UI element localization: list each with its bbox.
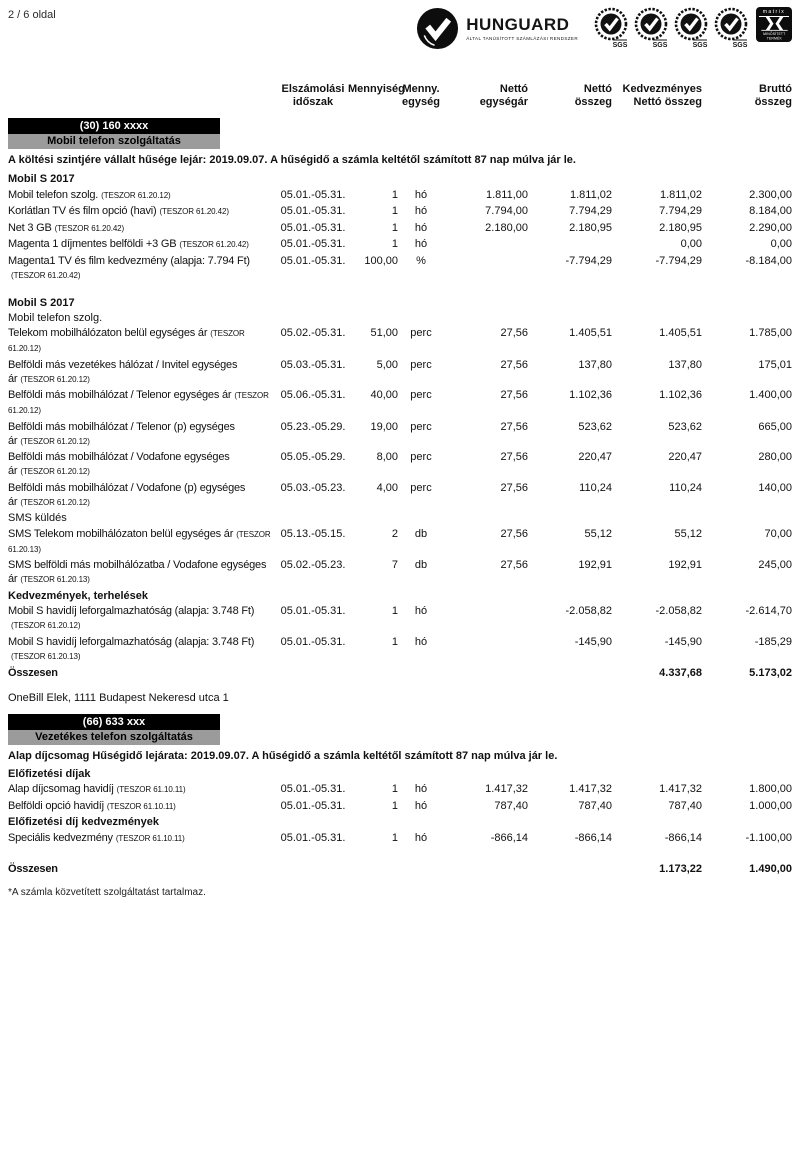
cell-net-total: 1.811,02 (569, 188, 612, 201)
teszor-code: (TESZOR 61.20.13) (20, 575, 90, 584)
header-net-total: Nettó összeg (574, 83, 612, 108)
cell-unit: perc (410, 481, 432, 494)
cell-description: Mobil telefon szolg. (TESZOR 61.20.12) (8, 188, 171, 201)
service-section (8, 714, 792, 899)
hunguard-wordmark: HUNGUARD (466, 15, 570, 35)
cell-description: Telekom mobilhálózaton belül egységes ár (TESZOR 61.20.12) (8, 327, 245, 353)
total-discounted-net: 1.173,22 (659, 863, 702, 875)
sgs-badge-icon (674, 7, 708, 49)
invoice-line-row (8, 326, 792, 356)
cell-net-total: -866,14 (574, 831, 612, 844)
section-banner (8, 118, 220, 149)
matrix-brand: matrix (759, 9, 790, 17)
cell-unit: hó (414, 605, 428, 617)
invoice-line-row (8, 358, 792, 387)
header-gross-total: Bruttó összeg (754, 83, 792, 108)
total-label: Összesen (8, 666, 58, 679)
cell-net-unit-price (444, 635, 528, 664)
cell-net-unit-price (444, 604, 528, 633)
teszor-code: (TESZOR 61.10.11) (115, 833, 185, 843)
teszor-code: (TESZOR 61.20.13) (11, 651, 81, 661)
cell-gross-total: 1.000,00 (749, 799, 792, 812)
cell-discounted-net-total: -866,14 (664, 831, 702, 844)
cell-discounted-net-total: 7.794,29 (659, 205, 702, 217)
teszor-code: (TESZOR 61.20.42) (179, 240, 249, 249)
total-gross: 5.173,02 (749, 666, 792, 679)
cell-quantity: 8,00 (376, 451, 398, 463)
cell-quantity: 1 (391, 635, 398, 648)
cell-period: 05.02.-05.31. (280, 327, 346, 339)
cell-description: Korlátlan TV és film opció (havi) (TESZOR 61.20.42) (8, 205, 229, 217)
teszor-code: (TESZOR 61.20.13) (8, 529, 271, 554)
cell-gross-total: 1.400,00 (749, 389, 792, 401)
header-discounted-net-total: Kedvezményes Nettó összeg (622, 83, 702, 108)
cell-unit: hó (414, 238, 428, 250)
cell-net-total: 1.417,32 (569, 783, 612, 795)
invoice-line-row (8, 204, 792, 219)
teszor-code: (TESZOR 61.20.12) (20, 497, 90, 507)
tariff-group-title: Mobil S 2017 (8, 173, 75, 185)
cell-discounted-net-total: 0,00 (680, 238, 702, 250)
matrix-product-label: MINŐSÍTETT TERMÉK (762, 31, 786, 41)
cell-quantity: 1 (391, 221, 398, 234)
sub-heading: Előfizetési díj kedvezmények (8, 816, 160, 828)
cell-period: 05.02.-05.23. (280, 559, 346, 571)
cell-unit: hó (414, 635, 428, 648)
invoice-line-row (8, 420, 792, 449)
cell-period: 05.03.-05.23. (280, 481, 346, 494)
cell-discounted-net-total: 137,80 (668, 358, 702, 371)
cell-period: 05.05.-05.29. (280, 451, 346, 463)
cell-description: Magenta1 TV és film kedvezmény (alapja: 7.794 Ft)(TESZOR 61.20.42) (8, 254, 250, 280)
header-period: Elszámolási időszak (281, 83, 345, 108)
total-gross: 1.490,00 (749, 863, 792, 875)
cell-description: Belföldi más mobilhálózat / Telenor egységes ár (TESZOR 61.20.12) (8, 389, 269, 415)
cell-quantity: 2 (391, 527, 398, 540)
cell-gross-total: 245,00 (758, 559, 792, 571)
cell-discounted-net-total: 110,24 (669, 481, 702, 494)
invoice-line-row (8, 527, 792, 557)
table-header-row (8, 83, 792, 109)
cell-net-total: 55,12 (584, 527, 612, 540)
cell-gross-total: 175,01 (758, 358, 792, 371)
teszor-code: (TESZOR 61.10.11) (116, 785, 186, 794)
cell-period: 05.23.-05.29. (280, 420, 346, 433)
invoice-line-row (8, 604, 792, 633)
teszor-code: (TESZOR 61.20.12) (8, 329, 245, 353)
invoice-line-row (8, 388, 792, 418)
cell-discounted-net-total: -145,90 (664, 635, 702, 648)
cell-discounted-net-total: 1.102,36 (659, 389, 702, 401)
loyalty-note: A költési szintjére vállalt hűsége lejár: 2019.09.07. A hűségidő a számla keltétől számított 87 nap múlva jár le. (8, 154, 576, 166)
cell-quantity: 1 (391, 783, 398, 795)
sub-heading: Előfizetési díjak (8, 767, 91, 780)
cell-quantity: 1 (391, 188, 398, 201)
cell-unit: % (416, 254, 426, 267)
cell-period: 05.01.-05.31. (280, 831, 346, 844)
page-header (8, 0, 792, 53)
spacer (8, 847, 792, 860)
cell-discounted-net-total: 523,62 (668, 420, 702, 433)
cell-unit: hó (414, 799, 428, 812)
cell-net-total (528, 237, 612, 252)
cell-net-total: 2.180,95 (569, 221, 612, 234)
cell-discounted-net-total: 1.417,32 (659, 783, 702, 795)
cell-description: Belföldi opció havidíj (TESZOR 61.10.11) (8, 799, 176, 812)
teszor-code: (TESZOR 61.20.12) (20, 467, 90, 476)
teszor-code: (TESZOR 61.20.12) (101, 190, 171, 200)
cell-net-unit-price: 27,56 (500, 420, 528, 433)
section-total-row (8, 862, 792, 877)
section-banner (8, 714, 220, 745)
cell-quantity: 4,00 (376, 481, 398, 494)
cell-net-total: -2.058,82 (565, 605, 612, 617)
cell-net-unit-price (444, 254, 528, 283)
cell-unit: hó (414, 831, 428, 844)
cell-description: Mobil S havidíj leforgalmazhatóság (alapja: 3.748 Ft)(TESZOR 61.20.13) (8, 635, 255, 661)
cell-quantity: 100,00 (364, 254, 398, 267)
cell-net-total: 220,47 (578, 451, 612, 463)
svg-text:SGS: SGS (732, 42, 748, 49)
total-discounted-net: 4.337,68 (659, 666, 702, 679)
cell-net-total: 787,40 (578, 799, 612, 812)
cell-quantity: 1 (391, 205, 398, 217)
cell-quantity: 51,00 (370, 327, 398, 339)
cell-discounted-net-total: 787,40 (668, 799, 702, 812)
cell-description: Alap díjcsomag havidíj (TESZOR 61.10.11) (8, 783, 186, 795)
cell-quantity: 40,00 (370, 389, 398, 401)
service-section (8, 118, 792, 705)
cell-description: Magenta 1 díjmentes belföldi +3 GB (TESZOR 61.20.42) (8, 238, 249, 250)
cell-gross-total: -185,29 (754, 635, 792, 648)
cell-gross-total: 280,00 (758, 451, 792, 463)
cell-gross-total: 70,00 (764, 527, 792, 540)
cell-unit: hó (414, 783, 428, 795)
invoice-line-row (8, 558, 792, 587)
cell-net-total: -145,90 (574, 635, 612, 648)
svg-text:SGS: SGS (652, 42, 668, 49)
cell-period: 05.01.-05.31. (280, 635, 346, 648)
cell-discounted-net-total: 1.811,02 (659, 188, 702, 201)
cell-gross-total: -2.614,70 (745, 605, 792, 617)
cell-net-total: 7.794,29 (569, 205, 612, 217)
cell-period: 05.01.-05.31. (280, 205, 346, 217)
service-type-banner: Mobil telefon szolgáltatás (8, 134, 220, 149)
invoice-line-row (8, 188, 792, 203)
cell-quantity: 7 (391, 559, 398, 571)
sub-heading: Mobil telefon szolg. (8, 311, 103, 324)
cell-gross-total: -1.100,00 (745, 831, 792, 844)
header-quantity: Mennyiség (348, 83, 405, 95)
phone-number-banner: (66) 633 xxx (8, 714, 220, 730)
invoice-line-row (8, 450, 792, 479)
invoice-line-row (8, 481, 792, 510)
cell-gross-total: 665,00 (758, 420, 792, 433)
cell-description: Net 3 GB (TESZOR 61.20.42) (8, 221, 125, 234)
cell-period: 05.01.-05.31. (280, 783, 346, 795)
loyalty-note: Alap díjcsomag Hűségidő lejárata: 2019.09.07. A hűségidő a számla keltétől számított 87 nap múlva jár le. (8, 749, 558, 762)
cell-unit: hó (414, 205, 428, 217)
invoice-line-row (8, 237, 792, 252)
cell-quantity: 19,00 (370, 420, 398, 433)
cell-net-unit-price: 27,56 (500, 527, 528, 540)
header-net-unit-price: Nettó egységár (479, 83, 528, 108)
cell-net-unit-price (444, 237, 528, 252)
teszor-code: (TESZOR 61.10.11) (106, 801, 176, 811)
cell-unit: hó (414, 221, 428, 234)
tariff-group-title: Mobil S 2017 (8, 296, 75, 309)
invoice-line-row (8, 221, 792, 236)
sgs-badge-icon (594, 7, 628, 49)
cell-unit: perc (410, 327, 432, 339)
cell-gross-total: 140,00 (758, 481, 792, 494)
cell-period: 05.01.-05.31. (280, 799, 346, 812)
hunguard-logo (416, 7, 578, 50)
cell-description: Belföldi más mobilhálózat / Vodafone egységes ár (TESZOR 61.20.12) (8, 451, 230, 477)
invoice-line-row (8, 831, 792, 846)
cell-description: Mobil S havidíj leforgalmazhatóság (alapja: 3.748 Ft)(TESZOR 61.20.12) (8, 605, 255, 630)
cell-quantity: 1 (391, 238, 398, 250)
cell-quantity: 1 (391, 605, 398, 617)
cell-net-total: 523,62 (578, 420, 612, 433)
cell-gross-total: 1.785,00 (749, 327, 792, 339)
teszor-code: (TESZOR 61.20.42) (11, 270, 81, 280)
cell-period: 05.01.-05.31. (280, 188, 346, 201)
svg-text:SGS: SGS (692, 42, 708, 49)
invoice-line-row (8, 782, 792, 797)
matrix-x-mark: ❯❮ (764, 15, 784, 30)
cell-unit: perc (410, 358, 432, 371)
cell-period: 05.01.-05.31. (280, 605, 346, 617)
svg-text:SGS: SGS (612, 42, 628, 49)
cell-unit: db (414, 559, 428, 571)
cell-unit: hó (414, 188, 428, 201)
cell-gross-total: 0,00 (770, 238, 792, 250)
cell-description: SMS belföldi más mobilhálózatba / Vodafone egységes ár (TESZOR 61.20.13) (8, 559, 267, 585)
teszor-code: (TESZOR 61.20.42) (159, 207, 229, 216)
cell-gross-total: -8.184,00 (745, 254, 792, 267)
phone-number-banner: (30) 160 xxxx (8, 118, 220, 134)
hunguard-emblem-icon (416, 7, 459, 50)
cell-net-total: 110,24 (579, 481, 612, 494)
sgs-badges (594, 7, 748, 49)
cell-net-unit-price: 27,56 (500, 559, 528, 571)
certification-logos (416, 7, 792, 50)
sgs-badge-icon (714, 7, 748, 49)
cell-description: SMS Telekom mobilhálózaton belül egységes ár (TESZOR 61.20.13) (8, 527, 271, 554)
teszor-code: (TESZOR 61.20.12) (20, 436, 90, 446)
cell-net-unit-price: 7.794,00 (485, 205, 528, 217)
cell-net-unit-price: 1.417,32 (485, 783, 528, 795)
cell-description: Belföldi más mobilhálózat / Telenor (p) egységes ár (TESZOR 61.20.12) (8, 420, 235, 447)
page-indicator: 2 / 6 oldal (8, 9, 56, 21)
cell-unit: perc (410, 451, 432, 463)
sgs-badge-icon (634, 7, 668, 49)
sub-heading: Kedvezmények, terhelések (8, 589, 149, 602)
cell-period: 05.01.-05.31. (280, 221, 346, 234)
cell-net-unit-price: 27,56 (500, 389, 528, 401)
teszor-code: (TESZOR 61.20.12) (8, 391, 269, 415)
cell-net-unit-price: 787,40 (494, 799, 528, 812)
teszor-code: (TESZOR 61.20.42) (54, 223, 125, 233)
cell-net-total: 137,80 (578, 358, 612, 371)
cell-quantity: 5,00 (376, 358, 398, 371)
cell-period: 05.06.-05.31. (280, 389, 346, 401)
invoice-line-row (8, 635, 792, 664)
invoice-sections (8, 118, 792, 898)
cell-net-total: 1.405,51 (569, 327, 612, 339)
cell-net-total: -7.794,29 (565, 254, 612, 267)
teszor-code: (TESZOR 61.20.12) (11, 621, 81, 630)
cell-discounted-net-total: 220,47 (668, 451, 702, 463)
cell-period: 05.01.-05.31. (280, 238, 346, 250)
cell-net-unit-price: 1.811,00 (485, 188, 528, 201)
cell-gross-total: 8.184,00 (749, 205, 792, 217)
cell-unit: perc (410, 389, 432, 401)
teszor-code: (TESZOR 61.20.12) (20, 374, 90, 384)
cell-net-unit-price: 27,56 (500, 327, 528, 339)
cell-gross-total: 2.290,00 (749, 221, 792, 234)
header-description (8, 83, 278, 109)
section-items (8, 767, 792, 861)
cell-discounted-net-total: -2.058,82 (655, 605, 702, 617)
cell-net-unit-price: 2.180,00 (485, 221, 528, 234)
invoice-line-row (8, 254, 792, 283)
cell-net-unit-price: 27,56 (500, 481, 528, 494)
cell-description: Speciális kedvezmény (TESZOR 61.10.11) (8, 831, 185, 844)
cell-net-total: 1.102,36 (569, 389, 612, 401)
cell-net-unit-price: 27,56 (500, 358, 528, 371)
customer-line: OneBill Elek, 1111 Budapest Nekeresd utca 1 (8, 691, 229, 704)
cell-gross-total: 2.300,00 (749, 188, 792, 201)
cell-period: 05.01.-05.31. (280, 254, 346, 267)
sub-heading: SMS küldés (8, 512, 67, 524)
section-items (8, 172, 792, 664)
footnote: *A számla közvetített szolgáltatást tartalmaz. (8, 887, 206, 898)
cell-gross-total: 1.800,00 (749, 783, 792, 795)
cell-unit: perc (410, 420, 432, 433)
cell-unit: db (414, 527, 428, 540)
cell-discounted-net-total: 1.405,51 (659, 327, 702, 339)
section-total-row (8, 666, 792, 681)
invoice-line-row (8, 799, 792, 814)
cell-period: 05.13.-05.15. (280, 527, 346, 540)
cell-net-total: 192,91 (578, 559, 612, 571)
service-type-banner: Vezetékes telefon szolgáltatás (8, 730, 220, 745)
cell-net-unit-price: -866,14 (490, 831, 528, 844)
cell-discounted-net-total: -7.794,29 (655, 254, 702, 267)
cell-period: 05.03.-05.31. (280, 358, 346, 371)
hunguard-tagline: ÁLTAL TANÚSÍTOTT SZÁMLÁZÁSI RENDSZER (466, 35, 578, 41)
cell-discounted-net-total: 192,91 (668, 559, 702, 571)
cell-quantity: 1 (391, 799, 398, 812)
total-label: Összesen (8, 863, 58, 875)
cell-net-unit-price: 27,56 (500, 451, 528, 463)
cell-discounted-net-total: 55,12 (674, 527, 702, 540)
matrix-badge-icon (756, 7, 792, 42)
cell-quantity: 1 (391, 831, 398, 844)
cell-description: Belföldi más vezetékes hálózat / Invitel egységes ár (TESZOR 61.20.12) (8, 358, 238, 385)
cell-discounted-net-total: 2.180,95 (659, 221, 702, 234)
header-unit: Menny. egység (402, 83, 440, 108)
cell-description: Belföldi más mobilhálózat / Vodafone (p) egységes ár (TESZOR 61.20.12) (8, 481, 246, 508)
